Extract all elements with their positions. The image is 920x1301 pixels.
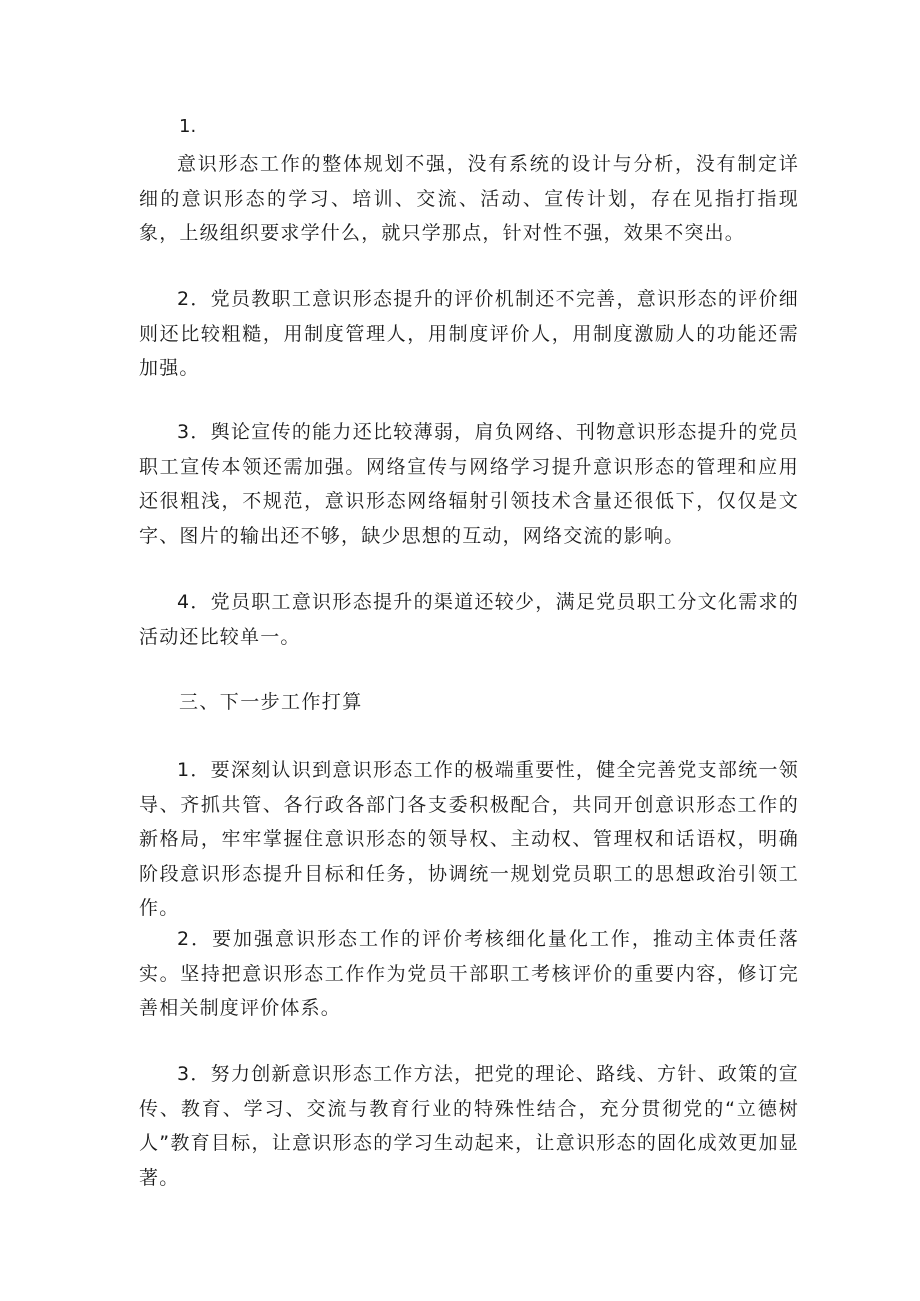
paragraph-next-step-2: 2．要加强意识形态工作的评价考核细化量化工作，推动主体责任落实。坚持把意识形态工作作为党员干部职工考核评价的重要内容，修订完善相关制度评价体系。 [139,928,799,1019]
section-heading-next-steps: 三、下一步工作打算 [179,691,363,713]
paragraph-channels: 4．党员职工意识形态提升的渠道还较少，满足党员职工分文化需求的活动还比较单一。 [139,591,799,648]
paragraph-next-step-3: 3．努力创新意识形态工作方法，把党的理论、路线、方针、政策的宣传、教育、学习、交流与教育行业的特殊性结合，充分贯彻党的“立德树人”教育目标，让意识形态的学习生动起来，让意识形态的固化成效更加显著。 [139,1063,799,1189]
paragraph-evaluation-mechanism: 2．党员教职工意识形态提升的评价机制还不完善，意识形态的评价细则还比较粗糙，用制度管理人，用制度评价人，用制度激励人的功能还需加强。 [139,288,799,379]
paragraph-next-step-1: 1．要深刻认识到意识形态工作的极端重要性，健全完善党支部统一领导、齐抓共管、各行政各部门各支委积极配合，共同开创意识形态工作的新格局，牢牢掌握住意识形态的领导权、主动权、管理权和话语权，明确阶段意识形态提升目标和任务，协调统一规划党员职工的思想政治引领工作。 [139,759,799,919]
paragraph-planning-weakness: 意识形态工作的整体规划不强，没有系统的设计与分析，没有制定详细的意识形态的学习、培训、交流、活动、宣传计划，存在见指打指现象，上级组织要求学什么，就只学那点，针对性不强，效果不突出。 [139,153,799,244]
paragraph-publicity-ability: 3．舆论宣传的能力还比较薄弱，肩负网络、刊物意识形态提升的党员职工宣传本领还需加强。网络宣传与网络学习提升意识形态的管理和应用还很粗浅，不规范，意识形态网络辐射引领技术含量还很低下，仅仅是文字、图片的输出还不够，缺少思想的互动，网络交流的影响。 [139,421,799,547]
item-number-1: 1. [179,116,197,137]
